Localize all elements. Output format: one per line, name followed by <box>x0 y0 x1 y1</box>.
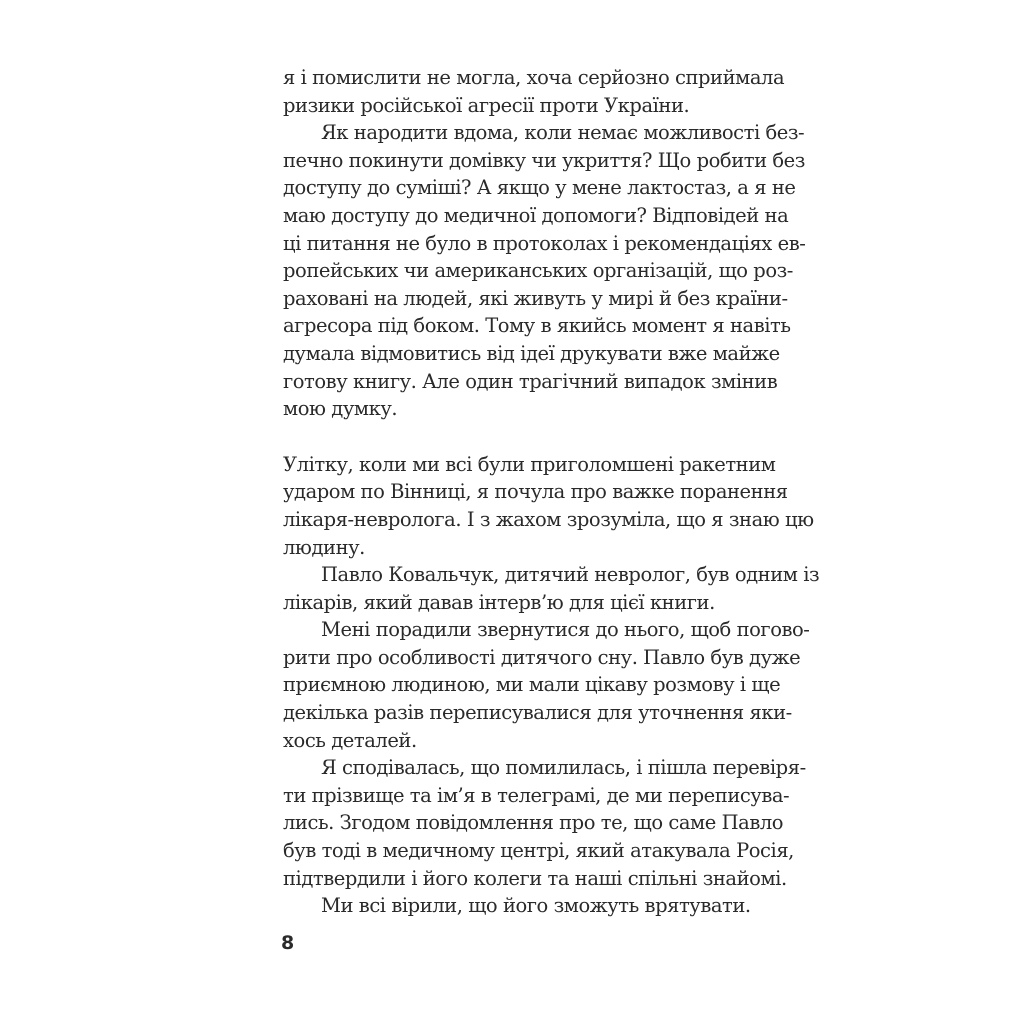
text-line: агресора під боком. Тому в якийсь момент я навіть <box>283 314 791 338</box>
text-line: ударом по Вінниці, я почула про важке поранення <box>283 480 788 504</box>
text-line: людину. <box>283 535 365 559</box>
text-line: ризики російської агресії проти України. <box>283 93 690 117</box>
section-break <box>283 423 745 451</box>
text-line: Мені порадили звернутися до нього, щоб погово- <box>321 618 810 642</box>
text-line: Улітку, коли ми всі були приголомшені ракетним <box>283 452 776 476</box>
text-line: лікаря-невролога. І з жахом зрозуміла, що я знаю цю <box>283 507 814 531</box>
paragraph <box>283 119 806 423</box>
text-line: ці питання не було в протоколах і рекомендаціях ев- <box>283 231 806 255</box>
paragraph <box>283 892 751 920</box>
text-line: ти прізвище та ім’я в телеграмі, де ми переписува- <box>283 783 790 807</box>
text-line: хось деталей. <box>283 728 417 752</box>
text-line: доступу до суміші? А якщо у мене лактостаз, а я не <box>283 176 796 200</box>
paragraph <box>283 754 806 892</box>
text-line: був тоді в медичному центрі, який атакувала Росія, <box>283 839 794 863</box>
text-line: лікарів, який давав інтерв’ю для цієї книги. <box>283 590 715 614</box>
paragraph <box>283 616 810 754</box>
text-line: підтвердили і його колеги та наші спільні знайомі. <box>283 866 787 890</box>
text-line: Я сподівалась, що помилилась, і пішла перевіря- <box>321 756 806 780</box>
text-line: декілька разів переписувалися для уточнення яки- <box>283 701 792 725</box>
text-line: лись. Згодом повідомлення про те, що саме Павло <box>283 811 784 835</box>
paragraph <box>283 561 820 616</box>
text-line: раховані на людей, які живуть у мирі й без країни- <box>283 286 788 310</box>
text-line: Ми всі вірили, що його зможуть врятувати. <box>321 894 751 918</box>
text-line: ропейських чи американських організацій, що роз- <box>283 259 793 283</box>
page-body <box>283 64 820 920</box>
text-line: готову книгу. Але один трагічний випадок змінив <box>283 369 778 393</box>
text-line: маю доступу до медичної допомоги? Відповідей на <box>283 203 789 227</box>
text-line: мою думку. <box>283 397 398 421</box>
text-line: Як народити вдома, коли немає можливості без- <box>321 121 805 145</box>
text-line: печно покинути домівку чи укриття? Що робити без <box>283 148 805 172</box>
text-line: приємною людиною, ми мали цікаву розмову і ще <box>283 673 781 697</box>
text-line: рити про особливості дитячого сну. Павло був дуже <box>283 645 801 669</box>
page-number: 8 <box>281 932 295 954</box>
paragraph <box>283 451 814 561</box>
text-line: думала відмовитись від ідеї друкувати вже майже <box>283 341 780 365</box>
text-line: Павло Ковальчук, дитячий невролог, був одним із <box>321 563 820 587</box>
text-line: я і помислити не могла, хоча серйозно сприймала <box>283 66 785 89</box>
paragraph <box>283 64 785 119</box>
